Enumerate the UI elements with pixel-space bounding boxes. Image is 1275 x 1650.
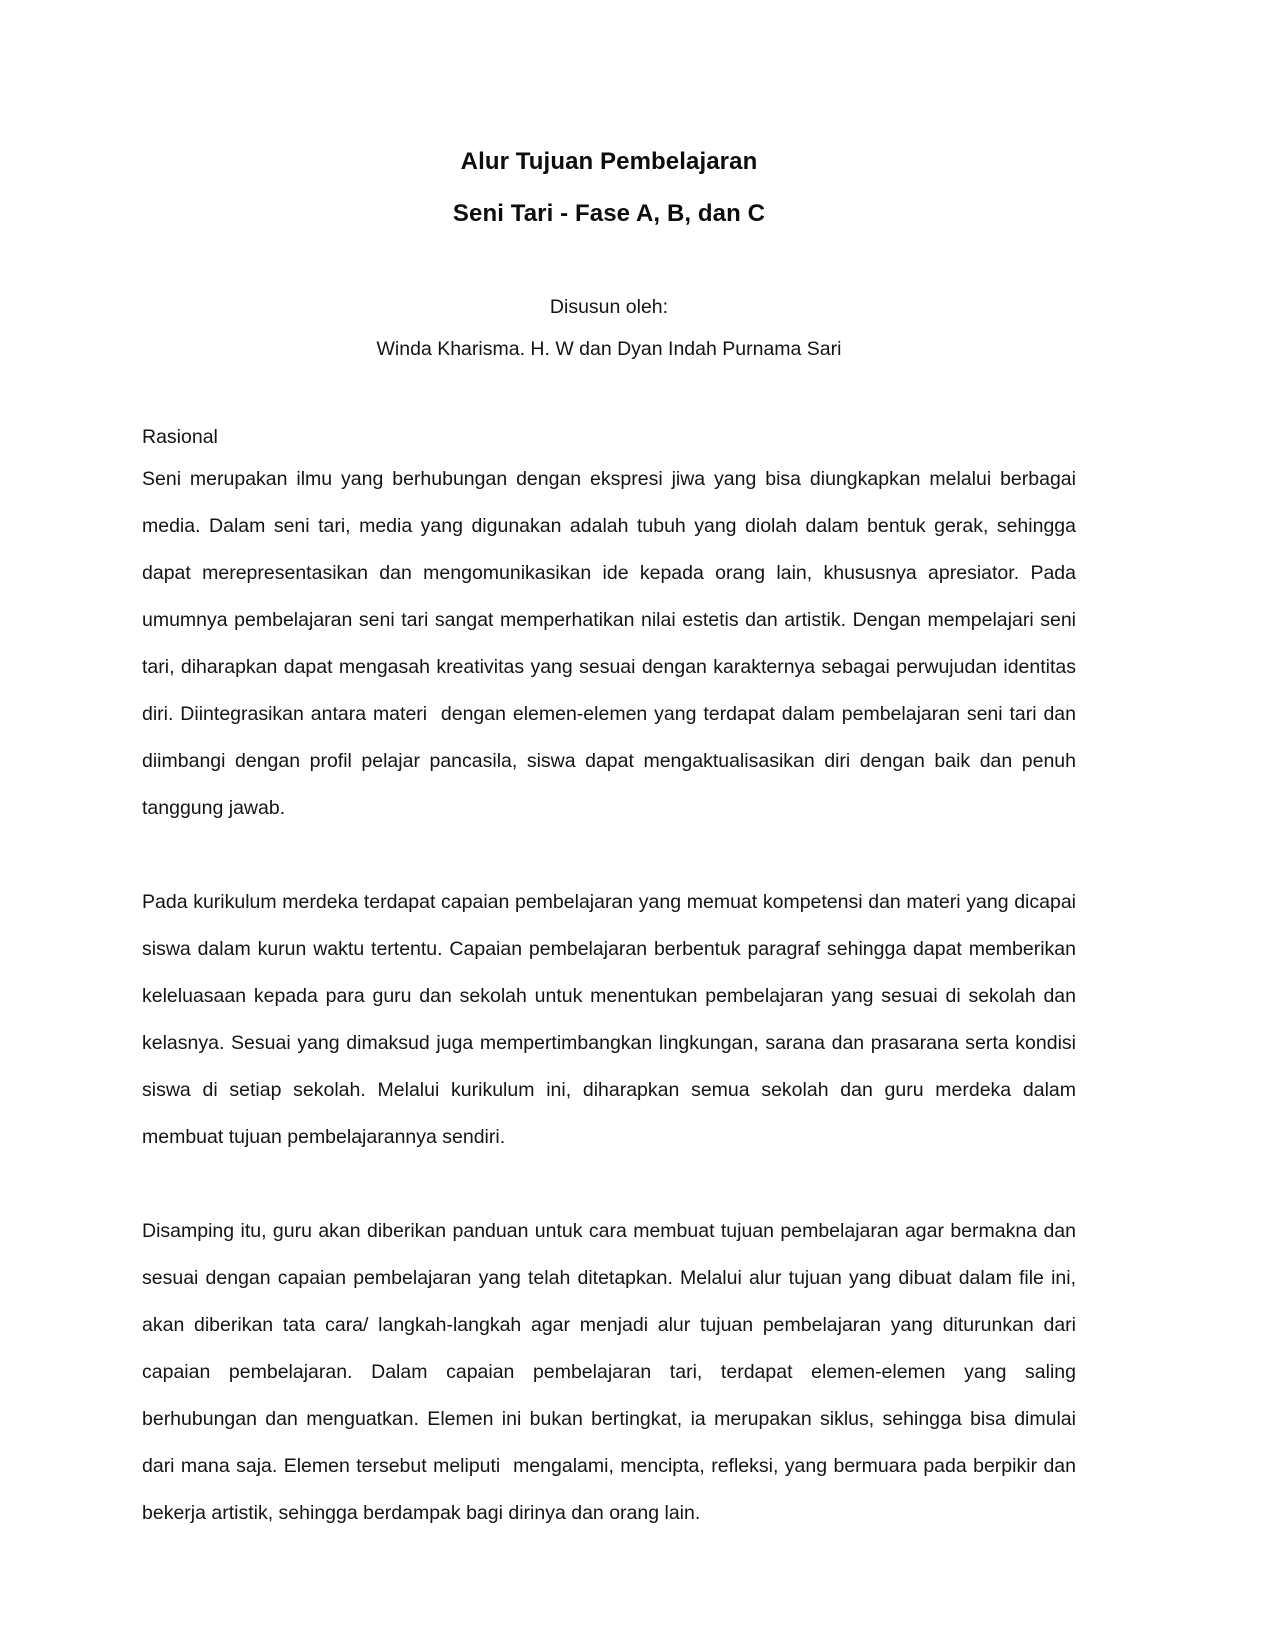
document-title-line-2: Seni Tari - Fase A, B, dan C: [452, 200, 766, 227]
section-heading-rasional: Rasional: [142, 426, 218, 448]
paragraph-rasional-3: Disamping itu, guru akan diberikan panduan untuk cara membuat tujuan pembelajaran agar bermakna dan sesuai dengan capaian pembelajaran yang telah ditetapkan. Melalui alur tujuan yang dibuat dalam file ini, akan diberikan tata cara/ langkah-langkah agar menjadi alur tujuan pembelajaran yang diturunkan dari capaian pembelajaran. Dalam capaian pembelajaran tari, terdapat elemen-elemen yang saling berhubungan dan menguatkan. Elemen ini bukan bertingkat, ia merupakan siklus, sehingga bisa dimulai dari mana saja. Elemen tersebut meliputi mengalami, mencipta, refleksi, yang bermuara pada berpikir dan bekerja artistik, sehingga berdampak bagi dirinya dan orang lain.: [142, 1220, 1082, 1524]
paragraph-spacer: [142, 832, 1076, 879]
paragraph-spacer: [142, 1161, 1076, 1208]
document-content: [142, 0, 1082, 1537]
document-title-line-1: Alur Tujuan Pembelajaran: [460, 148, 758, 175]
paragraph-rasional-2: Pada kurikulum merdeka terdapat capaian pembelajaran yang memuat kompetensi dan materi yang dicapai siswa dalam kurun waktu tertentu. Capaian pembelajaran berbentuk paragraf sehingga dapat memberikan keleluasaan kepada para guru dan sekolah untuk menentukan pembelajaran yang sesuai di sekolah dan kelasnya. Sesuai yang dimaksud juga mempertimbangkan lingkungan, sarana dan prasarana serta kondisi siswa di setiap sekolah. Melalui kurikulum ini, diharapkan semua sekolah dan guru merdeka dalam membuat tujuan pembelajarannya sendiri.: [142, 891, 1082, 1148]
author-prefix-label: Disusun oleh:: [549, 296, 669, 318]
author-block: [142, 286, 1076, 370]
document-title-block: [142, 136, 1076, 240]
paragraph-rasional-1: Seni merupakan ilmu yang berhubungan dengan ekspresi jiwa yang bisa diungkapkan melalui berbagai media. Dalam seni tari, media yang digunakan adalah tubuh yang diolah dalam bentuk gerak, sehingga dapat merepresentasikan dan mengomunikasikan ide kepada orang lain, khususnya apresiator. Pada umumnya pembelajaran seni tari sangat memperhatikan nilai estetis dan artistik. Dengan mempelajari seni tari, diharapkan dapat mengasah kreativitas yang sesuai dengan karakternya sebagai perwujudan identitas diri. Diintegrasikan antara materi dengan elemen-elemen yang terdapat dalam pembelajaran seni tari dan diimbangi dengan profil pelajar pancasila, siswa dapat mengaktualisasikan diri dengan baik dan penuh tanggung jawab.: [142, 468, 1082, 819]
author-names: Winda Kharisma. H. W dan Dyan Indah Purnama Sari: [376, 338, 842, 360]
